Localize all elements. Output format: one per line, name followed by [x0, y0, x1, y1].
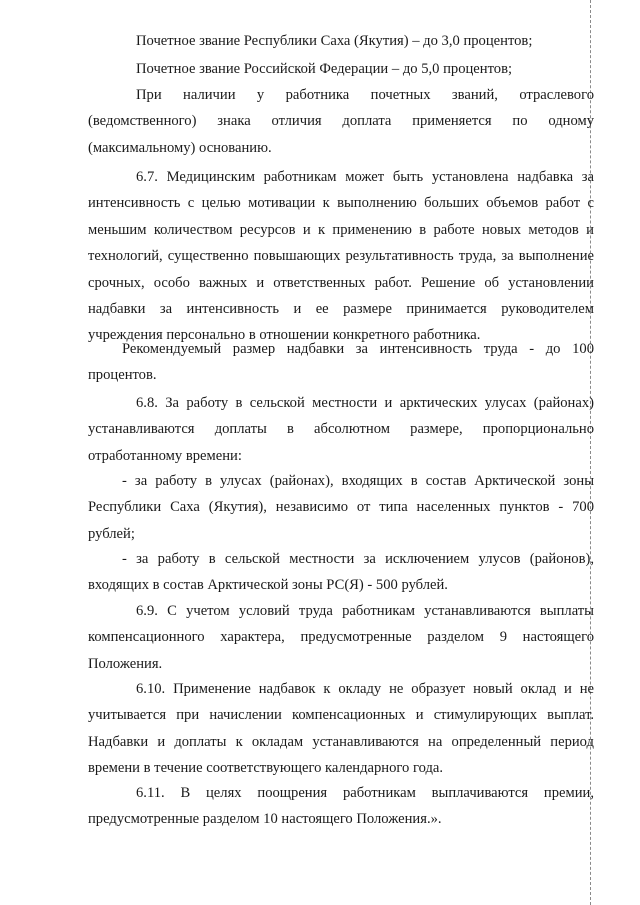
paragraph-6-9: 6.9. С учетом условий труда работникам устанавливаются выплаты компенсационного характера, предусмотренные разделом 9 настоящего Положения.	[88, 603, 594, 672]
list-item-arctic-zone: - за работу в улусах (районах), входящих в состав Арктической зоны Республики Саха (Якутия), независимо от типа населенных пунктов - 700 рублей;	[88, 473, 594, 542]
paragraph-recommended-size: Рекомендуемый размер надбавки за интенсивность труда - до 100 процентов.	[88, 341, 594, 384]
paragraph-honorary-title-yakutia: Почетное звание Республики Саха (Якутия) – до 3,0 процентов;	[136, 33, 533, 49]
paragraph-6-11: 6.11. В целях поощрения работникам выплачиваются премии, предусмотренные разделом 10 настоящего Положения.».	[88, 785, 594, 828]
paragraph-6-10: 6.10. Применение надбавок к окладу не образует новый оклад и не учитывается при начислении компенсационных и стимулирующих выплат. Надбавки и доплаты к окладам устанавливаются на определенный период времени в течение соответствующего календарного года.	[88, 681, 594, 777]
paragraph-6-7: 6.7. Медицинским работникам может быть установлена надбавка за интенсивность с целью мотивации к выполнению больших объемов работ с меньшим количеством ресурсов и к применению в работе новых методов и технологий, существенно повышающих результативность труда, за выполнение срочных, особо важных и ответственных работ. Решение об установлении надбавки за интенсивность и ее размере принимается руководителем учреждения персонально в отношении конкретного работника.	[88, 169, 594, 344]
paragraph-6-8: 6.8. За работу в сельской местности и арктических улусах (районах) устанавливаются доплаты в абсолютном размере, пропорционально отработанному времени:	[88, 395, 594, 464]
paragraph-honorary-title-rf: Почетное звание Российской Федерации – до 5,0 процентов;	[136, 61, 513, 77]
paragraph-multiple-titles: При наличии у работника почетных званий, отраслевого (ведомственного) знака отличия доплата применяется по одному (максимальному) основанию.	[88, 87, 594, 156]
list-item-rural-area: - за работу в сельской местности за исключением улусов (районов), входящих в состав Арктической зоны РС(Я) - 500 рублей.	[88, 551, 594, 594]
